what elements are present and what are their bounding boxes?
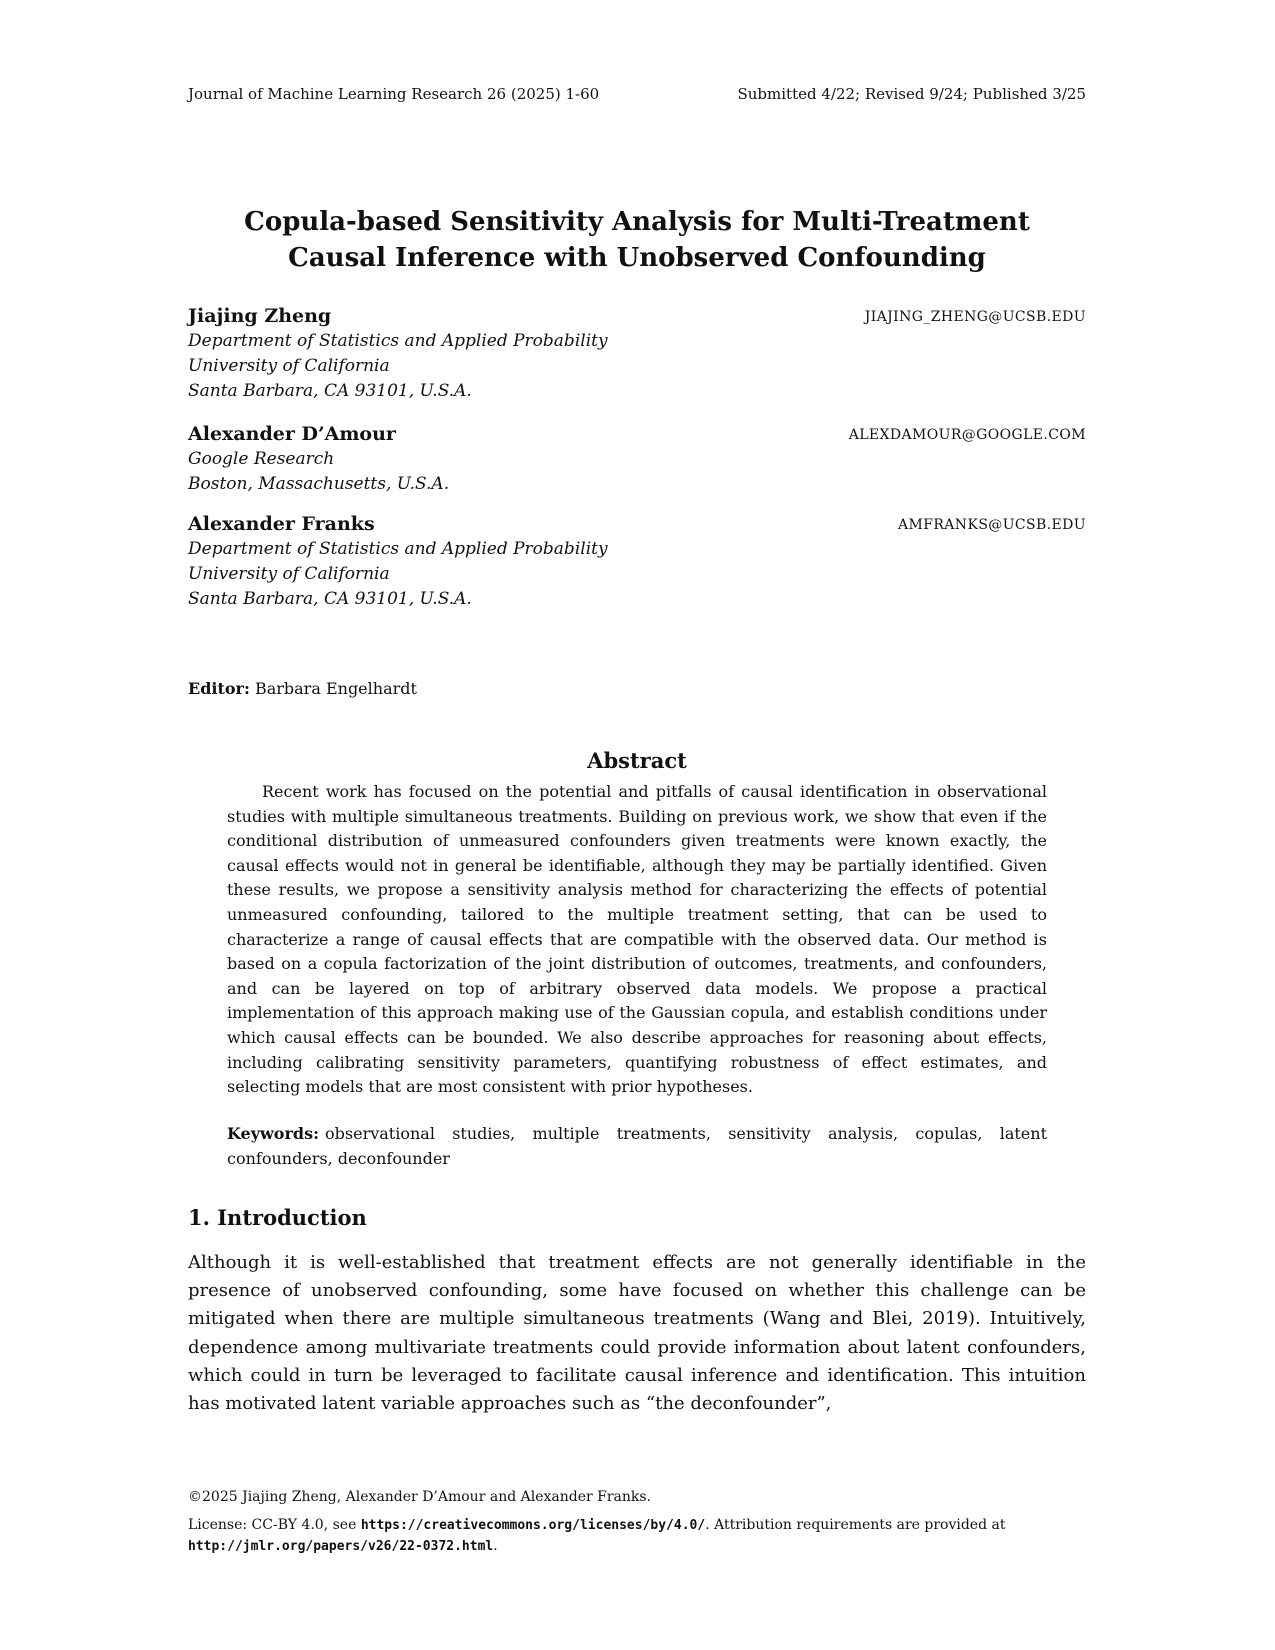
editor-name: Barbara Engelhardt bbox=[254, 679, 417, 698]
affiliation-line: University of California bbox=[188, 356, 390, 376]
author-name: Alexander Franks bbox=[188, 513, 375, 535]
keywords-line bbox=[227, 1122, 1047, 1171]
affiliation-line: Santa Barbara, CA 93101, U.S.A. bbox=[188, 589, 472, 609]
keywords-text: observational studies, multiple treatments, sensitivity analysis, copulas, latent confounders, deconfounder bbox=[227, 1124, 1047, 1168]
paper-title-line-1: Copula-based Sensitivity Analysis for Multi-Treatment bbox=[244, 207, 1030, 237]
editor-label: Editor: bbox=[188, 679, 250, 698]
author-name: Alexander D’Amour bbox=[188, 423, 396, 445]
affiliation-line: Department of Statistics and Applied Probability bbox=[188, 539, 608, 559]
section-heading-introduction: 1. Introduction bbox=[188, 1205, 367, 1230]
license-suffix: . bbox=[493, 1538, 498, 1554]
license-prefix: License: CC-BY 4.0, see bbox=[188, 1517, 361, 1533]
journal-citation: Journal of Machine Learning Research 26 (2025) 1-60 bbox=[188, 85, 600, 103]
keywords-label: Keywords: bbox=[227, 1124, 320, 1143]
affiliation-line: University of California bbox=[188, 564, 390, 584]
license-link[interactable]: https://creativecommons.org/licenses/by/4.0/ bbox=[360, 1518, 706, 1533]
author-block-1 bbox=[188, 304, 1086, 404]
abstract-heading: Abstract bbox=[587, 748, 687, 773]
introduction-text: Although it is well-established that treatment effects are not generally identifiable in the presence of unobserved confounding, some have focused on whether this challenge can be mitigated when there are multiple simultaneous treatments (Wang and Blei, 2019). Intuitively, dependence among multivariate treatments could provide information about latent confounders, which could in turn be leveraged to facilitate causal inference and identification. This intuition has motivated latent variable approaches such as “the deconfounder”, bbox=[188, 1252, 1086, 1415]
abstract-text: Recent work has focused on the potential and pitfalls of causal identification in observational studies with multiple simultaneous treatments. Building on previous work, we show that even if the conditional distribution of unmeasured confounders given treatments were known exactly, the causal effects would not in general be identifiable, although they may be partially identified. Given these results, we propose a sensitivity analysis method for characterizing the effects of potential unmeasured confounding, tailored to the multiple treatment setting, that can be used to characterize a range of causal effects that are compatible with the observed data. Our method is based on a copula factorization of the joint distribution of outcomes, treatments, and confounders, and can be layered on top of arbitrary observed data models. We propose a practical implementation of this approach making use of the Gaussian copula, and establish conditions under which causal effects can be bounded. We also describe approaches for reasoning about effects, including calibrating sensitivity parameters, quantifying robustness of effect estimates, and selecting models that are most consistent with prior hypotheses. bbox=[227, 782, 1047, 1097]
author-block-2 bbox=[188, 422, 1086, 497]
editor-line bbox=[188, 678, 417, 700]
license-notice bbox=[188, 1515, 1086, 1557]
author-block-3 bbox=[188, 512, 1086, 612]
license-middle: . Attribution requirements are provided at bbox=[705, 1517, 1006, 1533]
author-email[interactable]: JIAJING_ZHENG@UCSB.EDU bbox=[864, 309, 1086, 325]
affiliation-line: Department of Statistics and Applied Probability bbox=[188, 331, 608, 351]
paper-title-line-2: Causal Inference with Unobserved Confounding bbox=[288, 243, 986, 273]
paper-title bbox=[180, 204, 1094, 276]
paper-link[interactable]: http://jmlr.org/papers/v26/22-0372.html bbox=[188, 1539, 494, 1554]
author-email[interactable]: AMFRANKS@UCSB.EDU bbox=[898, 517, 1086, 533]
copyright-notice: ©2025 Jiajing Zheng, Alexander D’Amour and Alexander Franks. bbox=[188, 1489, 652, 1505]
affiliation-line: Google Research bbox=[188, 449, 335, 469]
author-name: Jiajing Zheng bbox=[188, 305, 332, 327]
affiliation-line: Santa Barbara, CA 93101, U.S.A. bbox=[188, 381, 472, 401]
affiliation-line: Boston, Massachusetts, U.S.A. bbox=[188, 474, 450, 494]
submission-dates: Submitted 4/22; Revised 9/24; Published 3/25 bbox=[737, 85, 1086, 103]
running-header bbox=[188, 84, 1086, 108]
author-email[interactable]: ALEXDAMOUR@GOOGLE.COM bbox=[848, 427, 1086, 443]
